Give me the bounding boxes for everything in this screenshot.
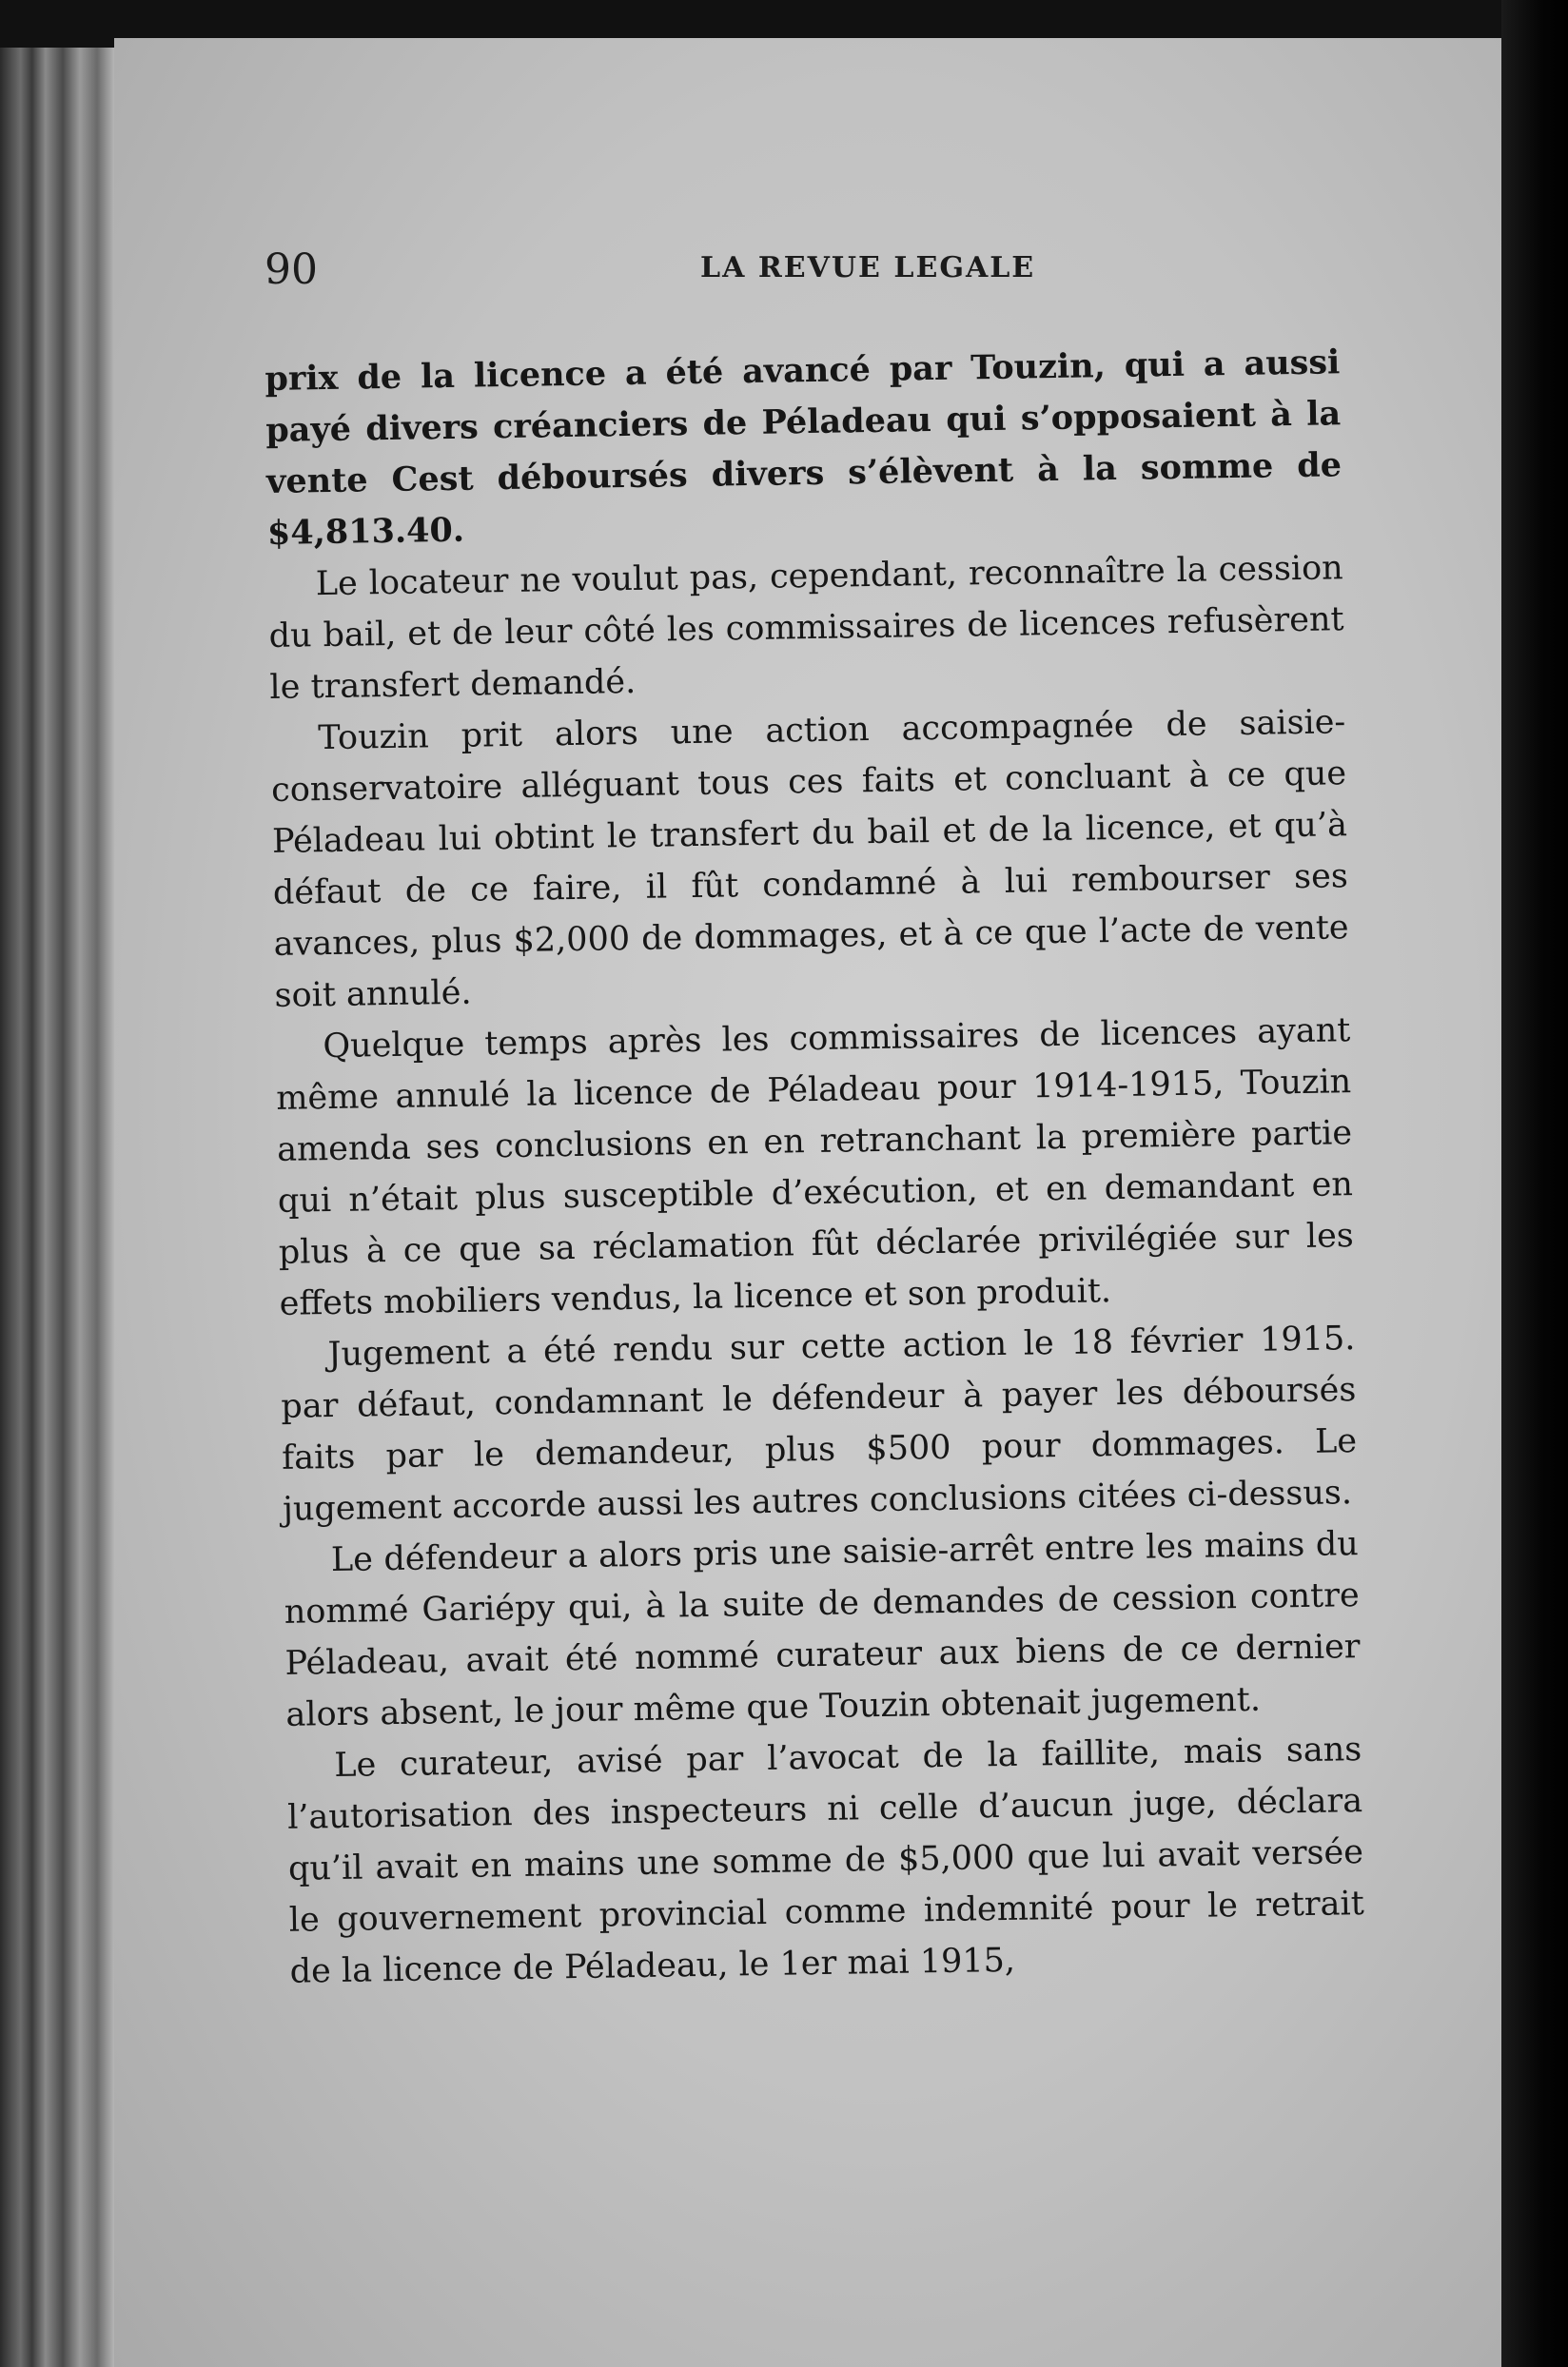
page-stack-edge	[0, 48, 114, 2367]
paragraph: prix de la licence a été avancé par Touzin, qui a aussi payé divers créanciers de Péladeau qui s’opposaient à la vente Cest déboursés divers s’élèvent à la somme de $4,813.40.	[265, 342, 1343, 553]
paragraph: Touzin prit alors une action accompagnée de saisie-conservatoire alléguant tous ces faits et concluant à ce que Péladeau lui obtint le transfert du bail et de la licence, et qu’à défaut de ce faire, il fût condamné à lui rembourser ses avances, plus $2,000 de dommages, et à ce que l’acte de vente soit annulé.	[270, 703, 1349, 1015]
paragraph: Le défendeur a alors pris une saisie-arrêt entre les mains du nommé Gariépy qui, à la suite de demandes de cession contre Péladeau, avait été nommé curateur aux biens de ce dernier alors absent, le jour même que Touzin obtenait jugement.	[284, 1525, 1361, 1734]
scan-right-border	[1501, 0, 1568, 2367]
running-title: LA REVUE LEGALE	[700, 251, 1036, 284]
body-text	[265, 337, 1365, 1998]
page-number: 90	[265, 245, 318, 294]
paragraph: Jugement a été rendu sur cette action le 18 février 1915. par défaut, condamnant le défendeur à payer les déboursés faits par le demandeur, plus $500 pour dommages. Le jugement accorde aussi les autres conclusions citées ci-dessus.	[281, 1320, 1358, 1529]
paragraph: Le curateur, avisé par l’avocat de la faillite, mais sans l’autorisation des inspecteurs ni celle d’aucun juge, déclara qu’il avait en mains une somme de $5,000 que lui avait versée le gouvernement provincial comme indemnité pour le retrait de la licence de Péladeau, le 1er mai 1915,	[286, 1731, 1365, 1991]
page-header	[265, 245, 1359, 312]
paragraph: Quelque temps après les commissaires de licences ayant même annulé la licence de Péladeau pour 1914-1915, Touzin amenda ses conclusions en en retranchant la première partie qui n’était plus susceptible d’exécution, et en demandant en plus à ce que sa réclamation fût déclarée privilégiée sur les effets mobiliers vendus, la licence et son produit.	[275, 1011, 1355, 1323]
paragraph: Le locateur ne voulut pas, cependant, reconnaître la cession du bail, et de leur côté les commissaires de licences refusèrent le transfert demandé.	[268, 549, 1344, 707]
